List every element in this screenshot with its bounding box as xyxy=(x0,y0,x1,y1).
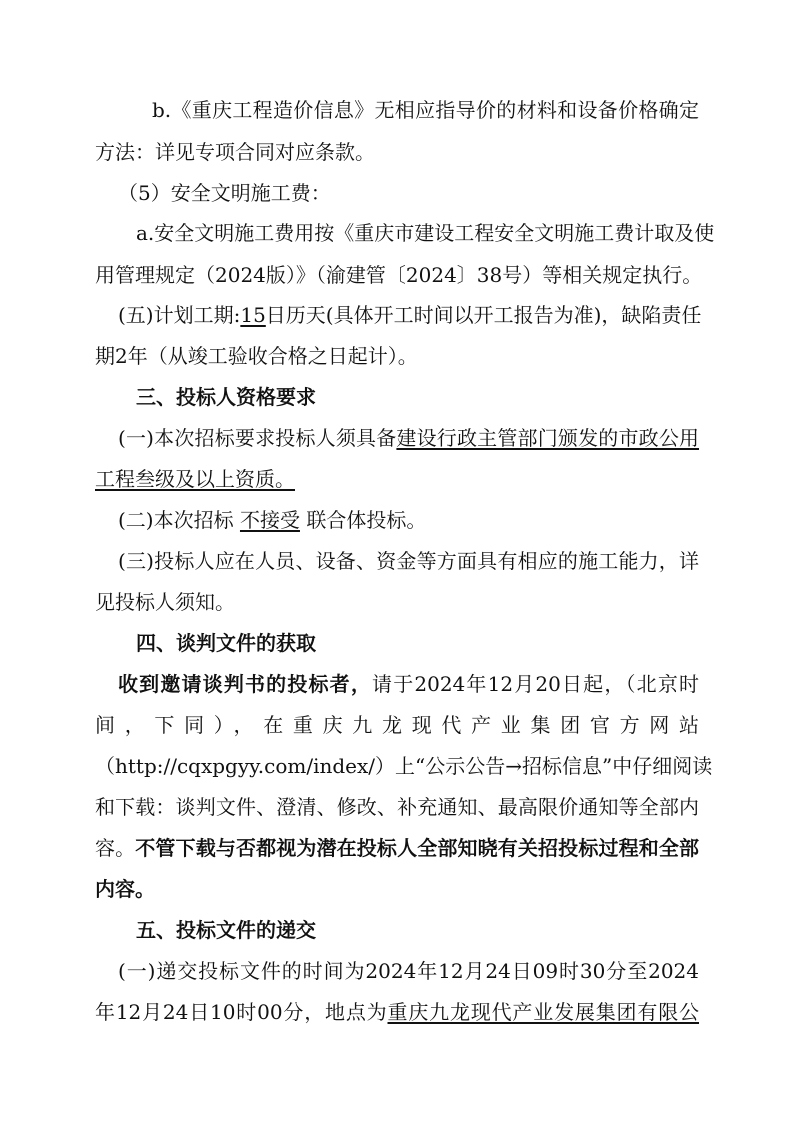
submission-time-text: (一)递交投标文件的时间为2024年12月24日09时30分至2024 xyxy=(118,959,699,983)
paragraph-line-11 xyxy=(118,507,722,533)
section-3-title: 三、投标人资格要求 xyxy=(136,385,316,409)
section-5-title: 五、投标文件的递交 xyxy=(136,918,316,942)
paragraph-line-20 xyxy=(95,876,699,902)
warranty-text: 期2年（从竣工验收合格之日起计）。 xyxy=(95,344,418,368)
notice-bold-text: 不管下载与否都视为潜在投标人全部知晓有关招投标过程和全部 xyxy=(135,836,700,860)
submission-time-text-cont: 年12月24日10时00分，地点为 xyxy=(95,1000,388,1024)
schedule-text: 日历天(具体开工时间以开工报告为准)，缺陷责任 xyxy=(265,303,702,327)
submission-location: 重庆九龙现代产业发展集团有限公 xyxy=(387,1000,700,1024)
paragraph-line-7 xyxy=(95,343,699,369)
section-heading-4 xyxy=(136,630,740,656)
paragraph-line-5 xyxy=(95,262,703,288)
download-items-end: 容。 xyxy=(95,836,136,860)
paragraph-line-18 xyxy=(95,794,699,820)
qualification-level: 工程叁级及以上资质。 xyxy=(95,467,295,491)
section-4-title: 四、谈判文件的获取 xyxy=(136,631,316,655)
qualification-authority: 建设行政主管部门颁发的市政公用 xyxy=(396,426,700,450)
notice-bold-text-cont: 内容。 xyxy=(95,877,155,901)
consortium-value: 不接受 xyxy=(239,508,300,532)
paragraph-line-9 xyxy=(118,425,699,451)
safety-fee-text-cont: 用管理规定（2024版）》（渝建管〔2024〕38号）等相关规定执行。 xyxy=(95,263,703,287)
paragraph-line-6 xyxy=(118,302,702,328)
safety-fee-heading: （5）安全文明施工费： xyxy=(118,181,331,205)
material-price-method-text-cont: 方法：详见专项合同对应条款。 xyxy=(95,140,375,164)
paragraph-line-15 xyxy=(118,671,699,697)
schedule-days-value: 15 xyxy=(240,303,266,327)
material-price-method-text: b.《重庆工程造价信息》无相应指导价的材料和设备价格确定 xyxy=(152,98,699,122)
paragraph-line-17 xyxy=(95,753,713,779)
section-heading-3 xyxy=(136,384,740,410)
paragraph-line-19 xyxy=(95,835,699,861)
qualification-text: (一)本次招标要求投标人须具备 xyxy=(118,426,397,450)
paragraph-line-23 xyxy=(95,999,699,1025)
capability-text: (三)投标人应在人员、设备、资金等方面具有相应的施工能力，详 xyxy=(118,549,699,573)
download-start-text: 请于2024年12月20日起，（北京时 xyxy=(372,672,700,696)
consortium-text-end: 联合体投标。 xyxy=(299,508,427,532)
paragraph-line-1 xyxy=(152,97,699,123)
paragraph-line-3 xyxy=(118,180,722,206)
paragraph-line-22 xyxy=(118,958,699,984)
website-url-text: （http://cqxpgyy.com/index/）上“公示公告→招标信息”中仔细阅读 xyxy=(95,754,713,778)
paragraph-line-16 xyxy=(95,712,699,738)
download-items-text: 和下载：谈判文件、澄清、修改、补充通知、最高限价通知等全部内 xyxy=(95,795,699,819)
section-heading-5 xyxy=(136,917,740,943)
consortium-text: (二)本次招标 xyxy=(118,508,240,532)
paragraph-line-10 xyxy=(95,466,699,492)
paragraph-line-4 xyxy=(136,220,715,246)
safety-fee-text: a.安全文明施工费用按《重庆市建设工程安全文明施工费计取及使 xyxy=(136,221,715,245)
invitation-recipients-text: 收到邀请谈判书的投标者， xyxy=(118,672,373,696)
paragraph-line-12 xyxy=(118,548,699,574)
capability-text-cont: 见投标人须知。 xyxy=(95,590,235,614)
website-text: 间，下同），在重庆九龙现代产业集团官方网站 xyxy=(95,713,699,737)
paragraph-line-13 xyxy=(95,589,699,615)
schedule-label: (五)计划工期: xyxy=(118,303,241,327)
paragraph-line-2 xyxy=(95,139,699,165)
